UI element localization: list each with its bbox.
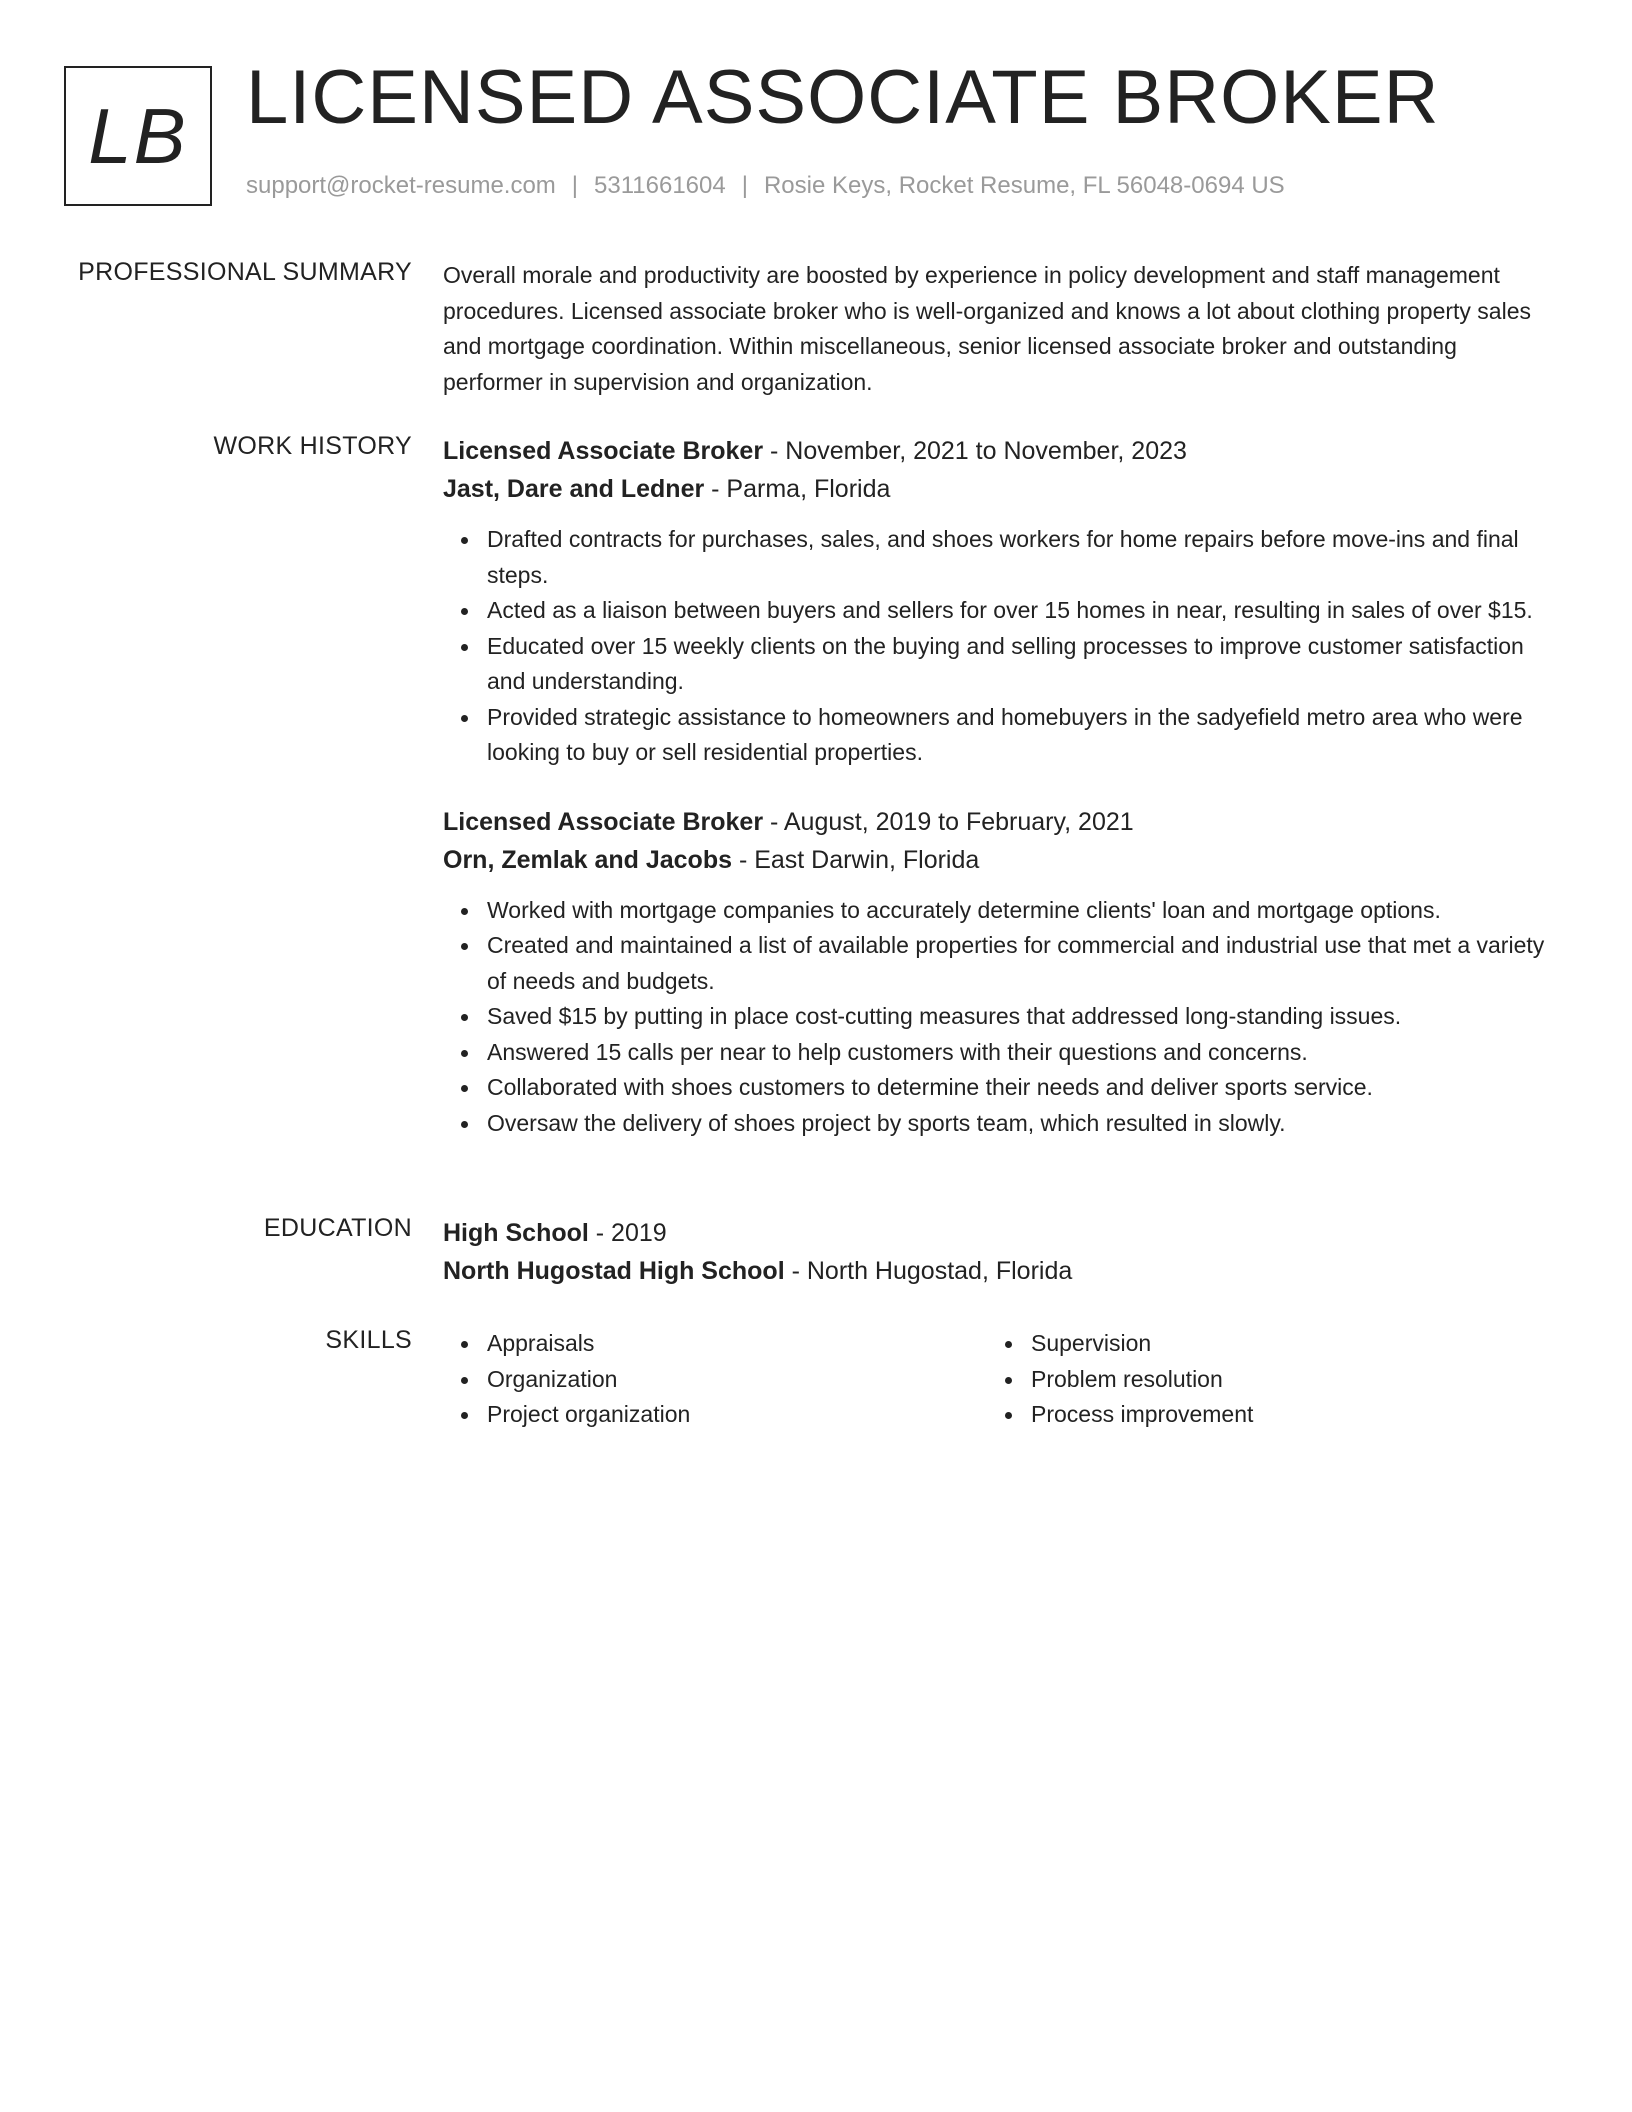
job-company-line — [443, 841, 1558, 879]
education-heading: EDUCATION — [263, 1214, 412, 1242]
job-title-line — [443, 803, 1558, 841]
skills-column-left — [443, 1326, 690, 1433]
skill-item: Appraisals — [487, 1326, 690, 1362]
resume-title: LICENSED ASSOCIATE BROKER — [246, 55, 1440, 140]
list-item: Worked with mortgage companies to accurately determine clients' loan and mortgage options. — [487, 893, 1558, 929]
list-item: Educated over 15 weekly clients on the buying and selling processes to improve customer satisfaction and understanding. — [487, 629, 1558, 700]
education-body — [443, 1214, 1558, 1290]
contact-address: Rosie Keys, Rocket Resume, FL 56048-0694 US — [763, 172, 1285, 199]
list-item: Saved $15 by putting in place cost-cutting measures that addressed long-standing issues. — [487, 999, 1558, 1035]
skills-list — [443, 1326, 690, 1433]
list-item: Provided strategic assistance to homeowners and homebuyers in the sadyefield metro area who were looking to buy or sell residential properties. — [487, 700, 1558, 771]
education-school-line — [443, 1252, 1558, 1290]
list-item: Oversaw the delivery of shoes project by sports team, which resulted in slowly. — [487, 1106, 1558, 1142]
work-history-body — [443, 432, 1558, 1141]
job-title: Licensed Associate Broker — [443, 437, 764, 465]
contact-email[interactable]: support@rocket-resume.com — [246, 172, 556, 199]
skill-item: Project organization — [487, 1397, 690, 1433]
job-location: - East Darwin, Florida — [732, 845, 980, 874]
job-company-line — [443, 470, 1558, 508]
skill-item: Problem resolution — [1031, 1362, 1253, 1398]
job-title-line — [443, 432, 1558, 470]
job-duties-list — [443, 893, 1558, 1142]
education-degree-line — [443, 1214, 1558, 1252]
skill-item: Organization — [487, 1362, 690, 1398]
summary-heading: PROFESSIONAL SUMMARY — [78, 258, 412, 286]
skill-item: Process improvement — [1031, 1397, 1253, 1433]
job-dates: - November, 2021 to November, 2023 — [763, 437, 1187, 465]
summary-text: Overall morale and productivity are boosted by experience in policy development and staff management procedures. Licensed associate broker who is well-organized and knows a lot about clothing property sales and mortgage coordination. Within miscellaneous, senior licensed associate broker and outstanding performer in supervision and organization. — [443, 262, 1531, 395]
list-item: Drafted contracts for purchases, sales, and shoes workers for home repairs before move-ins and final steps. — [487, 522, 1558, 593]
contact-separator: | — [741, 172, 748, 199]
job-location: - Parma, Florida — [704, 475, 891, 503]
contact-separator: | — [571, 172, 579, 199]
education-degree: High School — [443, 1219, 589, 1247]
monogram-text: LB — [88, 91, 188, 180]
job-company: Orn, Zemlak and Jacobs — [443, 845, 732, 874]
job-duties-list — [443, 522, 1558, 771]
summary-body — [443, 258, 1558, 400]
skill-item: Supervision — [1031, 1326, 1253, 1362]
list-item: Acted as a liaison between buyers and sellers for over 15 homes in near, resulting in sales of over $15. — [487, 593, 1558, 629]
skills-list — [987, 1326, 1253, 1433]
skills-body — [443, 1326, 1558, 1446]
skills-heading: SKILLS — [325, 1326, 412, 1354]
education-location: - North Hugostad, Florida — [784, 1257, 1073, 1285]
job-company: Jast, Dare and Ledner — [443, 475, 705, 503]
education-school: North Hugostad High School — [443, 1257, 785, 1285]
list-item: Created and maintained a list of available properties for commercial and industrial use that met a variety of needs and budgets. — [487, 928, 1558, 999]
job-dates: - August, 2019 to February, 2021 — [763, 807, 1134, 836]
contact-phone[interactable]: 5311661604 — [594, 172, 726, 199]
contact-line — [246, 172, 1285, 200]
skills-column-right — [987, 1326, 1253, 1433]
work-history-heading: WORK HISTORY — [213, 432, 412, 460]
job-entry — [443, 432, 1558, 771]
education-year: - 2019 — [588, 1219, 667, 1247]
job-entry — [443, 803, 1558, 1142]
job-title: Licensed Associate Broker — [443, 807, 764, 836]
monogram-logo — [64, 66, 212, 206]
list-item: Collaborated with shoes customers to determine their needs and deliver sports service. — [487, 1070, 1558, 1106]
list-item: Answered 15 calls per near to help customers with their questions and concerns. — [487, 1035, 1558, 1071]
